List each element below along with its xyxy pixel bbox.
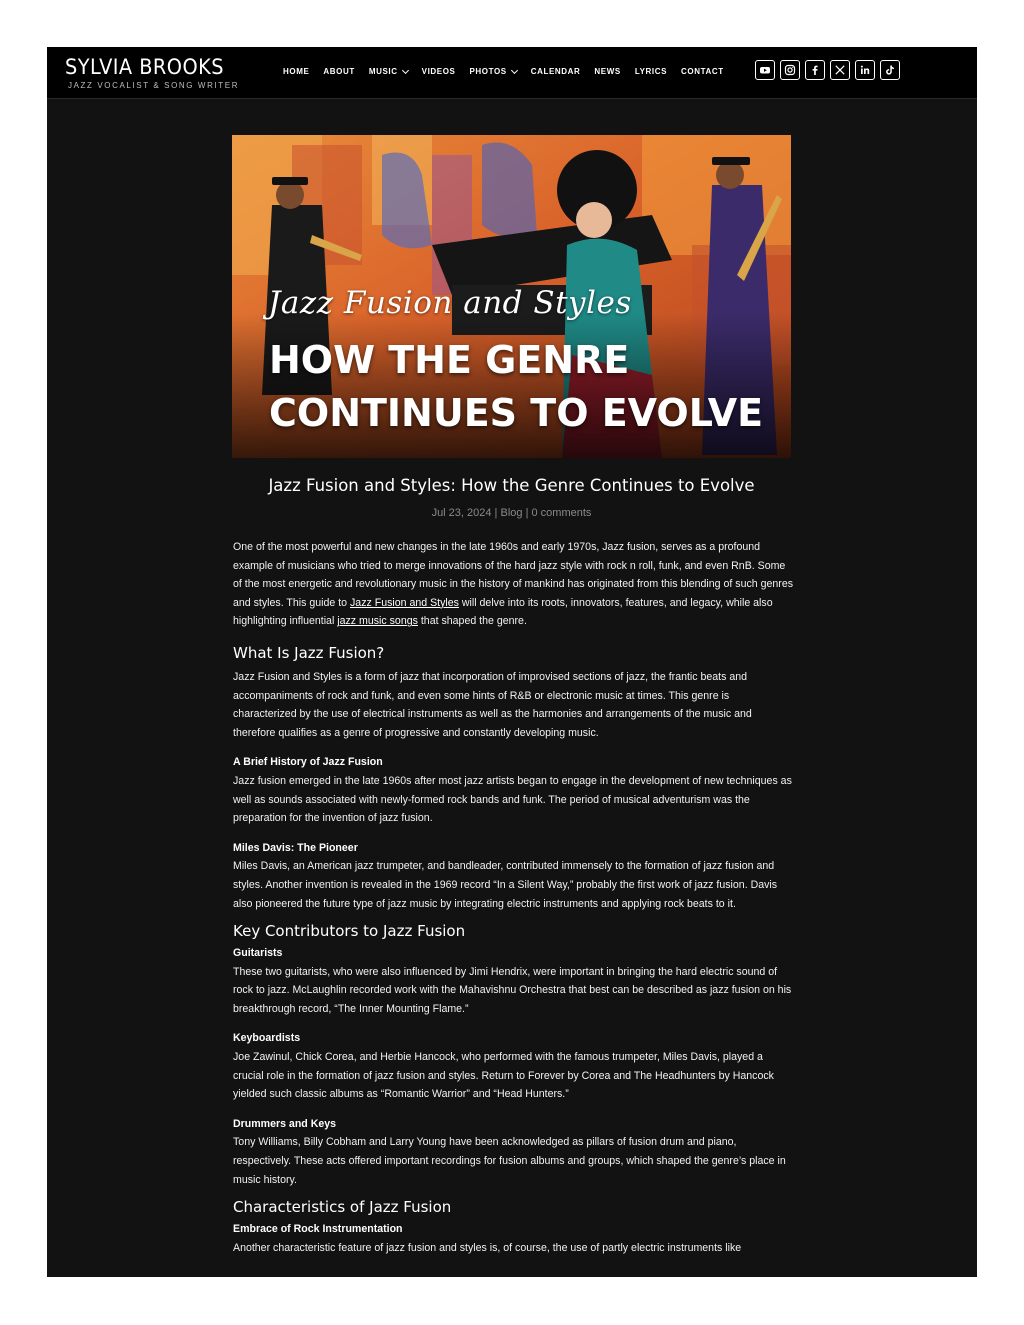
logo-tagline: JAZZ VOCALIST & SONG WRITER [68,81,240,90]
nav-about[interactable] [323,67,354,76]
nav-contact-label: CONTACT [681,67,724,76]
logo-name: SYLVIA BROOKS [65,55,224,79]
nav-music-label: MUSIC [368,67,398,76]
hero-script-title: Jazz Fusion and Styles [268,285,632,321]
site-logo[interactable] [65,55,239,90]
main-nav [283,67,738,76]
nav-music[interactable] [369,67,408,76]
nav-about-label: ABOUT [323,67,355,76]
meta-separator: | [491,507,501,519]
nav-videos[interactable] [422,67,456,76]
heading-miles-davis: Miles Davis: The Pioneer [233,841,358,854]
paragraph-what-is: Jazz Fusion and Styles is a form of jazz that incorporation of improvised sections of jazz, the frantic beats and accompaniments of rock and funk, and even some hints of R&B or electronic music at times. This genre is characterized by the use of electrical instruments as well as the harmonies and arrangements of the music and therefore qualifies as a genre of progressive and constantly developing music. [233,670,752,739]
nav-lyrics[interactable] [635,67,667,76]
paragraph-rock-instrumentation: Another characteristic feature of jazz fusion and styles is, of course, the use of partly electric instruments like [233,1241,742,1254]
heading-keyboardists: Keyboardists [233,1032,301,1045]
heading-guitarists: Guitarists [233,947,283,960]
jazz-music-songs-link[interactable]: jazz music songs [337,615,418,628]
heading-characteristics: Characteristics of Jazz Fusion [233,1198,452,1217]
page-frame [47,47,977,1277]
nav-photos[interactable] [469,67,516,76]
intro-text: will delve into its roots, innovators, features, and legacy, while also highlighting influential [233,596,773,628]
post-meta [232,507,791,519]
nav-home[interactable] [283,67,309,76]
meta-separator: | [522,507,532,519]
paragraph-history: Jazz fusion emerged in the late 1960s after most jazz artists began to engage in the development of new techniques as well as sounds associated with newly-formed rock bands and funk. The period of musical adventurism was the preparation for the invention of jazz fusion. [233,774,792,825]
post-category-link[interactable]: Blog [500,507,523,519]
hero-headline-line1: HOW THE GENRE [269,338,630,382]
nav-photos-label: PHOTOS [469,67,507,76]
chevron-down-icon [511,66,518,73]
post-title: Jazz Fusion and Styles: How the Genre Continues to Evolve [268,476,755,495]
nav-home-label: HOME [283,67,310,76]
paragraph-drummers-keys: Tony Williams, Billy Cobham and Larry Young have been acknowledged as pillars of fusion drum and piano, respectively. These acts offered important recordings for fusion albums and groups, which shaped the genre’s place in music history. [233,1136,786,1186]
intro-text: One of the most powerful and new changes in the late 1960s and early 1970s, Jazz fusion, serves as a profound example of musicians who tried to merge innovations of the hard jazz style with rock n roll, funk, and even RnB. Some of the most energetic and revolutionary music in the history of mankind has originated from this blending of such genres and styles. This guide to [233,541,794,609]
heading-brief-history: A Brief History of Jazz Fusion [233,756,383,769]
heading-drummers-keys: Drummers and Keys [233,1117,337,1130]
site-header [47,47,977,99]
nav-lyrics-label: LYRICS [634,67,668,76]
post-content [233,538,793,1257]
hero-image [232,135,791,458]
instagram-icon[interactable] [780,60,800,80]
youtube-icon[interactable] [755,60,775,80]
heading-key-contributors: Key Contributors to Jazz Fusion [233,922,466,941]
chevron-down-icon [402,66,409,73]
paragraph-guitarists: These two guitarists, who were also influenced by Jimi Hendrix, were important in bringing the hard electric sound of rock to jazz. McLaughlin recorded work with the Mahavishnu Orchestra that best can be described as jazz fusion on his breakthrough record, “The Inner Mounting Flame.” [233,965,792,1015]
paragraph-miles-davis: Miles Davis, an American jazz trumpeter, and bandleader, contributed immensely to the formation of jazz fusion and styles. Another invention is revealed in the 1969 record “In a Silent Way,” probably the first work of jazz fusion. Davis also pioneered the future type of jazz music by integrating electric instruments and applying rock beats to it. [233,860,778,910]
linkedin-icon[interactable] [855,60,875,80]
hero-headline-line2: CONTINUES TO EVOLVE [269,391,764,435]
post-comments-link[interactable]: 0 comments [531,507,592,519]
heading-rock-instrumentation: Embrace of Rock Instrumentation [233,1223,403,1236]
facebook-icon[interactable] [805,60,825,80]
nav-calendar[interactable] [531,67,581,76]
jazz-fusion-styles-link[interactable]: Jazz Fusion and Styles [350,596,459,609]
paragraph-keyboardists: Joe Zawinul, Chick Corea, and Herbie Hancock, who performed with the famous trumpeter, Miles Davis, played a crucial role in the formation of jazz fusion and styles. Return to Forever by Corea and The Headhunters by Hancock yielded such classic albums as “Romantic Warrior” and “Head Hunters.” [233,1051,774,1101]
post-date: Jul 23, 2024 [431,507,492,519]
nav-news-label: NEWS [594,67,621,76]
x-icon[interactable] [830,60,850,80]
tiktok-icon[interactable] [880,60,900,80]
nav-contact[interactable] [681,67,724,76]
heading-what-is-jazz-fusion: What Is Jazz Fusion? [233,643,385,662]
social-links [755,60,900,80]
nav-news[interactable] [594,67,620,76]
nav-calendar-label: CALENDAR [530,67,581,76]
intro-text: that shaped the genre. [417,615,527,628]
intro-paragraph [233,538,793,631]
nav-videos-label: VIDEOS [421,67,456,76]
